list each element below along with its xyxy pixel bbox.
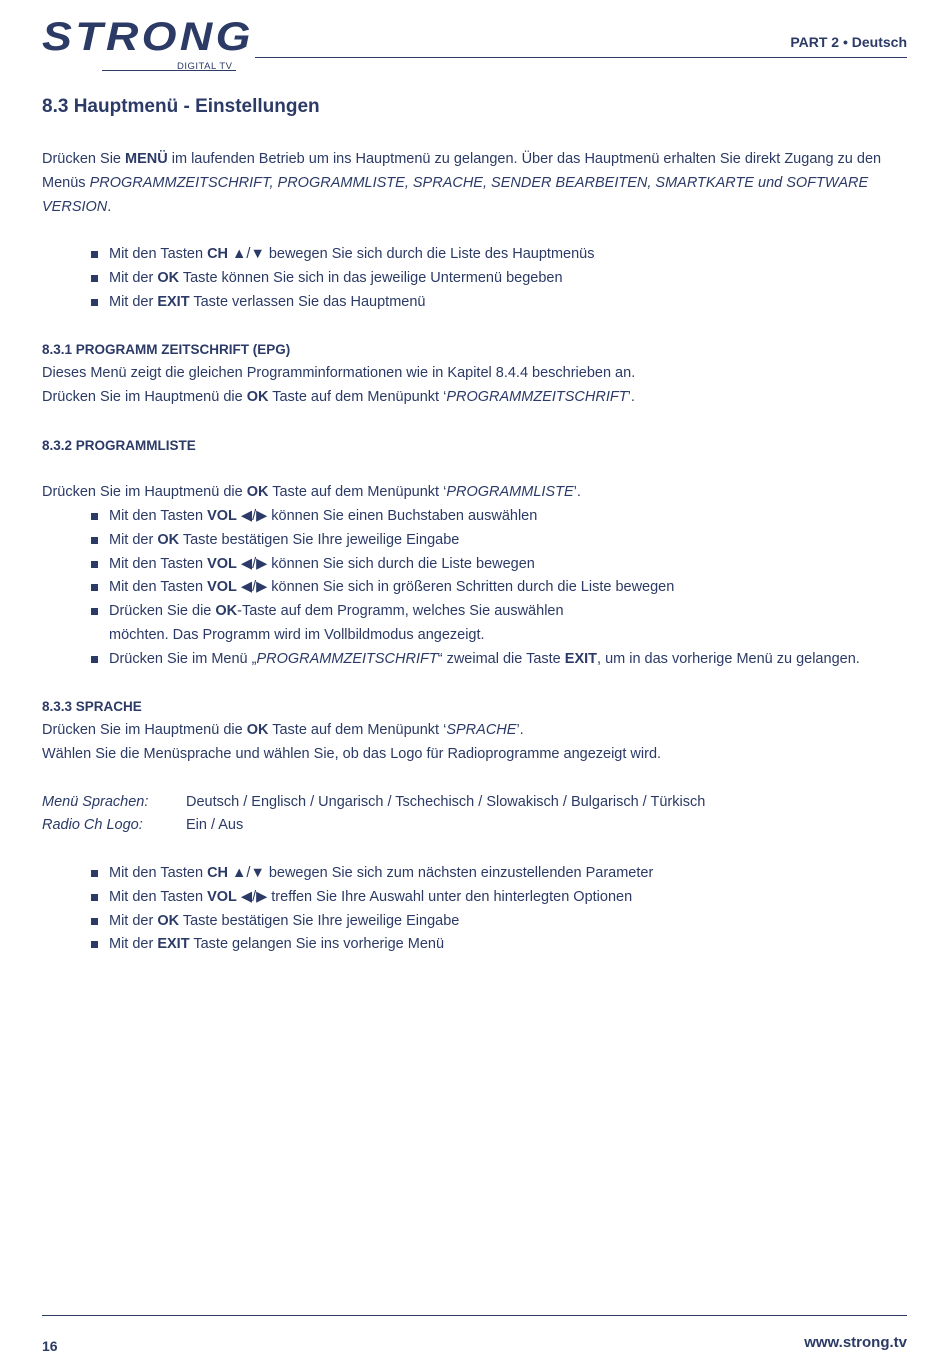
list-item bbox=[109, 648, 912, 672]
section-title: 8.3 Hauptmenü - Einstellungen bbox=[42, 96, 320, 117]
bullet-key: OK bbox=[157, 912, 180, 929]
setting-key: Menü Sprachen: bbox=[42, 793, 149, 810]
logo-wordmark: STRONG bbox=[42, 15, 254, 59]
page-number: 16 bbox=[42, 1338, 58, 1354]
bullet-square-icon bbox=[91, 870, 98, 877]
bullet-text: Mit den Tasten bbox=[109, 579, 208, 596]
website-link[interactable]: www.strong.tv bbox=[804, 1334, 907, 1351]
bullet-text: Drücken Sie im Menü „ bbox=[109, 650, 257, 667]
bullet-text: Mit der bbox=[109, 531, 158, 548]
list-item bbox=[109, 862, 912, 886]
lang-ok-key: OK bbox=[246, 722, 269, 739]
page-content bbox=[42, 94, 912, 957]
bullet-text: Mit den Tasten bbox=[109, 246, 208, 263]
plist-ok-key: OK bbox=[246, 484, 269, 501]
sprache-line-1 bbox=[42, 719, 912, 743]
list-item bbox=[109, 505, 912, 529]
lang-text: Drücken Sie im Hauptmenü die bbox=[42, 722, 247, 739]
lang-text: ’. bbox=[516, 722, 524, 739]
bullet-text: Mit der bbox=[109, 912, 158, 929]
bullet-square-icon bbox=[91, 584, 98, 591]
bullet-square-icon bbox=[91, 299, 98, 306]
part-separator: • bbox=[842, 34, 848, 50]
bullet-key: EXIT bbox=[157, 293, 190, 310]
epg-text: Taste auf dem Menüpunkt ‘ bbox=[268, 388, 447, 405]
bullet-menu-item: PROGRAMMZEITSCHRIFT bbox=[256, 650, 438, 667]
bullet-text: Mit den Tasten bbox=[109, 507, 208, 524]
header-part-label bbox=[790, 34, 907, 50]
intro-menu-list: PROGRAMMZEITSCHRIFT, PROGRAMMLISTE, SPRACHE, SENDER BEARBEITEN, SMARTKARTE und SOFTWARE VERSION bbox=[42, 174, 869, 215]
bullet-key: CH bbox=[207, 246, 229, 263]
bullet-square-icon bbox=[91, 561, 98, 568]
bullet-text: Taste gelangen Sie ins vorherige Menü bbox=[189, 936, 445, 953]
bullet-key: OK bbox=[157, 531, 180, 548]
list-item bbox=[109, 529, 912, 553]
programmliste-line-1 bbox=[42, 481, 912, 505]
programmliste-bullet-list bbox=[42, 505, 912, 672]
bullet-text: ◀/▶ treffen Sie Ihre Auswahl unter den hinterlegten Optionen bbox=[236, 888, 633, 905]
list-item bbox=[109, 886, 912, 910]
bullet-text: Taste können Sie sich in das jeweilige Untermenü begeben bbox=[179, 269, 563, 286]
epg-text: ’. bbox=[627, 388, 635, 405]
lang-text: Taste auf dem Menüpunkt ‘ bbox=[268, 722, 447, 739]
epg-line-1: Dieses Menü zeigt die gleichen Programminformationen wie in Kapitel 8.4.4 beschrieben an. bbox=[42, 365, 636, 382]
bullet-square-icon bbox=[91, 608, 98, 615]
strong-logo bbox=[40, 14, 254, 74]
setting-key: Radio Ch Logo: bbox=[42, 817, 143, 834]
sprache-line-2: Wählen Sie die Menüsprache und wählen Sie, ob das Logo für Radioprogramme angezeigt wird. bbox=[42, 745, 662, 762]
bullet-square-icon bbox=[91, 941, 98, 948]
header-language: Deutsch bbox=[851, 34, 907, 50]
logo-subtitle: DIGITAL TV bbox=[177, 61, 233, 72]
bullet-text: Taste bestätigen Sie Ihre jeweilige Eingabe bbox=[179, 531, 460, 548]
list-item bbox=[109, 600, 912, 648]
epg-line-2 bbox=[42, 386, 912, 410]
bullet-text: ◀/▶ können Sie einen Buchstaben auswählen bbox=[236, 507, 538, 524]
list-item bbox=[109, 933, 912, 957]
intro-text-3: . bbox=[107, 198, 112, 215]
intro-text-1: Drücken Sie bbox=[42, 151, 126, 167]
bullet-square-icon bbox=[91, 656, 98, 663]
epg-heading: 8.3.1 PROGRAMM ZEITSCHRIFT (EPG) bbox=[42, 342, 291, 358]
bullet-key: CH bbox=[207, 864, 229, 881]
bullet-text: ▲/▼ bewegen Sie sich durch die Liste des Hauptmenüs bbox=[228, 246, 595, 263]
bullet-square-icon bbox=[91, 275, 98, 282]
bullet-text: Mit den Tasten bbox=[109, 888, 208, 905]
bullet-key: OK bbox=[215, 603, 238, 620]
intro-paragraph bbox=[42, 148, 912, 219]
bullet-text: ◀/▶ können Sie sich durch die Liste bewegen bbox=[236, 555, 535, 572]
setting-value: Deutsch / Englisch / Ungarisch / Tschechisch / Slowakisch / Bulgarisch / Türkisch bbox=[186, 793, 706, 810]
sprache-heading: 8.3.3 SPRACHE bbox=[42, 699, 142, 715]
bullet-text: Drücken Sie die bbox=[109, 603, 216, 620]
plist-text: Drücken Sie im Hauptmenü die bbox=[42, 484, 247, 501]
plist-menu-item: PROGRAMMLISTE bbox=[446, 484, 574, 501]
bullet-key: EXIT bbox=[157, 936, 190, 953]
bullet-square-icon bbox=[91, 251, 98, 258]
bullet-text: Mit der bbox=[109, 269, 158, 286]
sprache-bullet-list bbox=[42, 862, 912, 957]
bullet-key: VOL bbox=[207, 507, 237, 524]
bullet-key: VOL bbox=[207, 888, 237, 905]
bullet-square-icon bbox=[91, 537, 98, 544]
bullet-text: ▲/▼ bewegen Sie sich zum nächsten einzustellenden Parameter bbox=[228, 864, 654, 881]
programmliste-heading: 8.3.2 PROGRAMMLISTE bbox=[42, 437, 196, 453]
bullet-key: VOL bbox=[207, 579, 237, 596]
bullet-square-icon bbox=[91, 894, 98, 901]
bullet-text: , um in das vorherige Menü zu gelangen. bbox=[597, 650, 860, 667]
bullet-text: Mit der bbox=[109, 293, 158, 310]
bullet-text: Mit der bbox=[109, 936, 158, 953]
list-item bbox=[109, 267, 912, 291]
bullet-key: VOL bbox=[207, 555, 237, 572]
list-item bbox=[109, 553, 912, 577]
lang-menu-item: SPRACHE bbox=[446, 722, 517, 739]
bullet-square-icon bbox=[91, 513, 98, 520]
bullet-key: EXIT bbox=[564, 650, 598, 667]
bullet-key: OK bbox=[157, 269, 180, 286]
part-number: PART 2 bbox=[790, 34, 840, 50]
list-item bbox=[109, 910, 912, 934]
epg-text: Drücken Sie im Hauptmenü die bbox=[42, 388, 247, 405]
setting-value: Ein / Aus bbox=[186, 817, 244, 834]
epg-menu-item: PROGRAMMZEITSCHRIFT bbox=[446, 388, 628, 405]
bullet-text: möchten. Das Programm wird im Vollbildmodus angezeigt. bbox=[109, 626, 485, 643]
settings-table bbox=[42, 791, 912, 839]
epg-ok-key: OK bbox=[246, 388, 269, 405]
bullet-text: Taste verlassen Sie das Hauptmenü bbox=[189, 293, 426, 310]
list-item bbox=[109, 576, 912, 600]
bullet-square-icon bbox=[91, 918, 98, 925]
bullet-text: ◀/▶ können Sie sich in größeren Schritten durch die Liste bewegen bbox=[236, 579, 675, 596]
main-bullet-list bbox=[42, 243, 912, 314]
bullet-text: Mit den Tasten bbox=[109, 864, 208, 881]
list-item bbox=[109, 243, 912, 267]
plist-text: ’. bbox=[573, 484, 581, 501]
bullet-text: “ zweimal die Taste bbox=[437, 650, 565, 667]
plist-text: Taste auf dem Menüpunkt ‘ bbox=[268, 484, 447, 501]
bullet-text: -Taste auf dem Programm, welches Sie auswählen bbox=[237, 603, 564, 620]
intro-menu-key: MENÜ bbox=[125, 151, 168, 167]
list-item bbox=[109, 291, 912, 315]
intro-text-2: im laufenden Betrieb um ins Hauptmenü zu gelangen. Über das Hauptmenü erhalten Sie direkt Zugang zu den Menüs bbox=[42, 151, 882, 191]
bullet-text: Taste bestätigen Sie Ihre jeweilige Eingabe bbox=[179, 912, 460, 929]
bullet-text: Mit den Tasten bbox=[109, 555, 208, 572]
header-divider bbox=[255, 57, 907, 58]
footer-divider bbox=[42, 1315, 907, 1316]
